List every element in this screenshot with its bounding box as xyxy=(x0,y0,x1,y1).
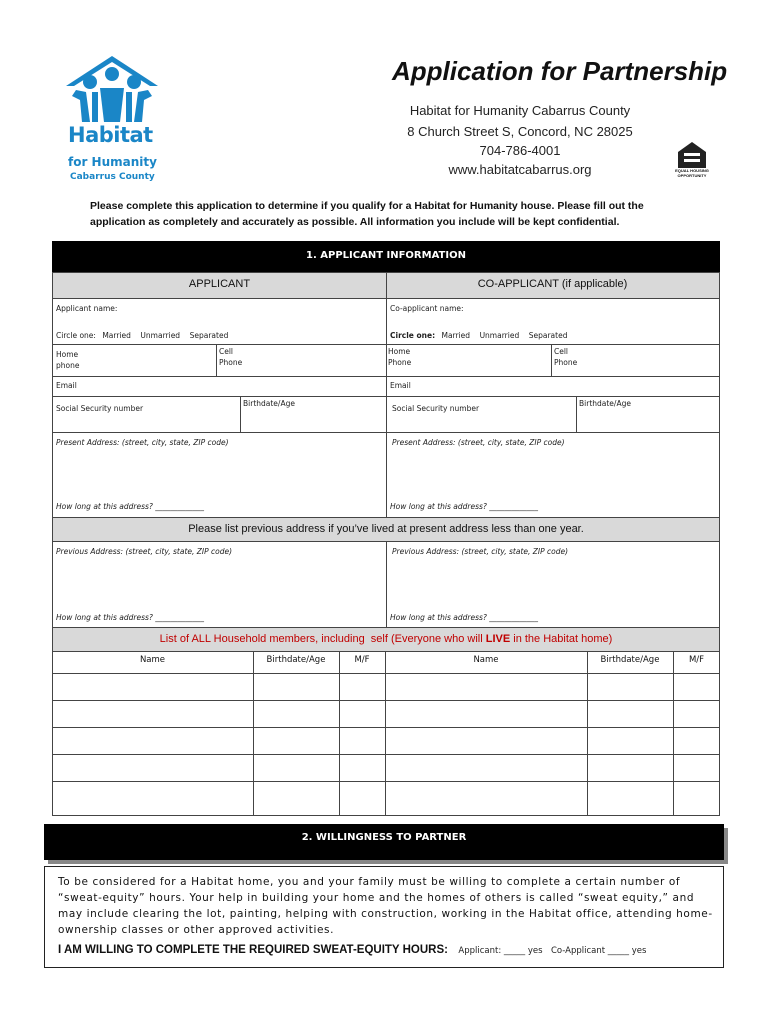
applicant-yes-field[interactable]: Applicant: _____ yes xyxy=(458,946,543,956)
coapplicant-home-phone-label: Home Phone xyxy=(388,347,412,367)
household-col-header: Name xyxy=(473,655,499,665)
willingness-statement: I AM WILLING TO COMPLETE THE REQUIRED SWEAT-EQUITY HOURS: xyxy=(58,944,448,956)
household-cell[interactable] xyxy=(341,729,383,752)
household-col-header: M/F xyxy=(688,655,705,665)
coapplicant-birthdate-field[interactable] xyxy=(578,410,718,430)
household-cell[interactable] xyxy=(675,756,718,779)
applicant-previous-address-label: Previous Address: (street, city, state, ZIP code) xyxy=(56,547,233,556)
logo-text-habitat: Habitat xyxy=(68,123,153,147)
household-cell[interactable] xyxy=(387,702,585,725)
household-cell[interactable] xyxy=(589,729,671,752)
coapplicant-previous-how-long-label: How long at this address? _____________ xyxy=(390,613,539,622)
applicant-previous-address-field[interactable] xyxy=(54,560,384,608)
household-cell[interactable] xyxy=(54,783,251,806)
household-col-header: Birthdate/Age xyxy=(266,655,326,665)
household-cell[interactable] xyxy=(675,729,718,752)
household-cell[interactable] xyxy=(675,675,718,698)
coapplicant-cell-phone-field[interactable] xyxy=(592,346,718,374)
coapplicant-previous-address-label: Previous Address: (street, city, state, ZIP code) xyxy=(392,547,569,556)
section2-header: 2. WILLINGNESS TO PARTNER xyxy=(44,824,724,860)
coapplicant-circle-options: Married Unmarried Separated xyxy=(441,331,568,340)
household-cell[interactable] xyxy=(589,702,671,725)
household-cell[interactable] xyxy=(54,729,251,752)
household-col-header: Name xyxy=(139,655,166,665)
willingness-statement-row xyxy=(58,940,718,958)
coapplicant-home-phone-field[interactable] xyxy=(426,346,548,374)
coapplicant-birthdate-label: Birthdate/Age xyxy=(579,399,631,408)
logo-text-for-humanity: for Humanity xyxy=(68,155,157,169)
logo-text-county: Cabarrus County xyxy=(70,172,155,182)
org-phone: 704-786-4001 xyxy=(479,143,561,158)
coapplicant-ssn-field[interactable] xyxy=(484,398,574,430)
household-note-part2: in the Habitat home) xyxy=(510,633,613,645)
intro-text: Please complete this application to determine if you qualify for a Habitat for Humanity house. Please fill out the application as completely and accurately as possible. All information you include will be kept confidential. xyxy=(90,200,644,228)
applicant-cell-phone-field[interactable] xyxy=(256,346,384,374)
household-cell[interactable] xyxy=(675,783,718,806)
coapplicant-how-long-label: How long at this address? _____________ xyxy=(390,502,539,511)
household-cell[interactable] xyxy=(341,702,383,725)
coapplicant-name-field[interactable] xyxy=(387,300,719,326)
applicant-home-phone-label: Home phone xyxy=(56,350,80,370)
coapplicant-name-label: Co-applicant name: xyxy=(390,304,464,313)
household-cell[interactable] xyxy=(255,756,337,779)
coapplicant-ssn-label: Social Security number xyxy=(392,404,480,413)
applicant-column-header: APPLICANT xyxy=(188,278,251,290)
applicant-circle-options: Married Unmarried Separated xyxy=(102,331,229,340)
applicant-birthdate-field[interactable] xyxy=(242,410,384,430)
household-note-part1: List of ALL Household members, including self (Everyone who will xyxy=(159,633,486,645)
applicant-present-address-label: Present Address: (street, city, state, ZIP code) xyxy=(56,438,229,447)
coapplicant-marital-status[interactable] xyxy=(390,331,567,340)
household-cell[interactable] xyxy=(255,675,337,698)
applicant-email-label: Email xyxy=(56,381,77,390)
household-cell[interactable] xyxy=(675,702,718,725)
applicant-previous-how-long-label: How long at this address? _____________ xyxy=(56,613,205,622)
household-cell[interactable] xyxy=(387,675,585,698)
household-note-live: LIVE xyxy=(485,633,511,645)
org-website: www.habitatcabarrus.org xyxy=(448,162,592,177)
willingness-body: To be considered for a Habitat home, you and your family must be willing to complete a certain number of “sweat-equity” hours. Your help in building your home and the homes of others is called “sweat equity,” and may include clearing the lot, painting, helping with construction, working in the Habitat office, attending home-ownership classes or other approved activities. xyxy=(58,876,713,936)
section1-header: 1. APPLICANT INFORMATION xyxy=(52,241,720,272)
coapplicant-yes-field[interactable]: Co-Applicant _____ yes xyxy=(551,946,647,956)
household-cell[interactable] xyxy=(341,675,383,698)
household-cell[interactable] xyxy=(341,756,383,779)
applicant-ssn-field[interactable] xyxy=(148,398,238,430)
household-cell[interactable] xyxy=(255,783,337,806)
coapplicant-previous-address-field[interactable] xyxy=(388,560,718,608)
household-cell[interactable] xyxy=(341,783,383,806)
applicant-present-address-field[interactable] xyxy=(54,450,384,498)
household-table xyxy=(52,651,720,816)
applicant-home-phone-field[interactable] xyxy=(100,346,214,374)
coapplicant-present-address-label: Present Address: (street, city, state, ZIP code) xyxy=(392,438,565,447)
coapplicant-email-label: Email xyxy=(390,381,411,390)
household-cell[interactable] xyxy=(54,702,251,725)
coapplicant-present-address-field[interactable] xyxy=(388,450,718,498)
applicant-cell-phone-label: Cell Phone xyxy=(219,347,243,367)
household-cell[interactable] xyxy=(387,756,585,779)
coapplicant-cell-phone-label: Cell Phone xyxy=(554,347,578,367)
coapplicant-circle-label: Circle one: xyxy=(390,331,436,340)
household-cell[interactable] xyxy=(589,756,671,779)
applicant-email-field[interactable] xyxy=(82,378,384,395)
household-cell[interactable] xyxy=(387,729,585,752)
household-cell[interactable] xyxy=(255,729,337,752)
coapplicant-email-field[interactable] xyxy=(416,378,718,395)
applicant-circle-label: Circle one: xyxy=(56,331,96,340)
applicant-birthdate-label: Birthdate/Age xyxy=(243,399,295,408)
household-cell[interactable] xyxy=(387,783,585,806)
household-cell[interactable] xyxy=(589,783,671,806)
coapplicant-column-header: CO-APPLICANT (if applicable) xyxy=(477,278,628,290)
org-name: Habitat for Humanity Cabarrus County xyxy=(409,103,631,118)
household-cell[interactable] xyxy=(54,675,251,698)
applicant-marital-status[interactable] xyxy=(56,331,228,340)
page-title: Application for Partnership xyxy=(392,56,728,86)
applicant-ssn-label: Social Security number xyxy=(56,404,144,413)
household-col-header: Birthdate/Age xyxy=(600,655,660,665)
household-cell[interactable] xyxy=(589,675,671,698)
household-note xyxy=(53,627,719,651)
applicant-how-long-label: How long at this address? _____________ xyxy=(56,502,205,511)
household-cell[interactable] xyxy=(255,702,337,725)
applicant-name-label: Applicant name: xyxy=(56,304,118,313)
applicant-name-field[interactable] xyxy=(53,300,385,326)
household-col-header: M/F xyxy=(354,655,370,665)
previous-address-note: Please list previous address if you’ve lived at present address less than one year. xyxy=(53,517,719,541)
household-cell[interactable] xyxy=(54,756,251,779)
org-address: 8 Church Street S, Concord, NC 28025 xyxy=(407,124,633,139)
equal-housing-label: EQUAL HOUSING OPPORTUNITY xyxy=(675,168,709,178)
